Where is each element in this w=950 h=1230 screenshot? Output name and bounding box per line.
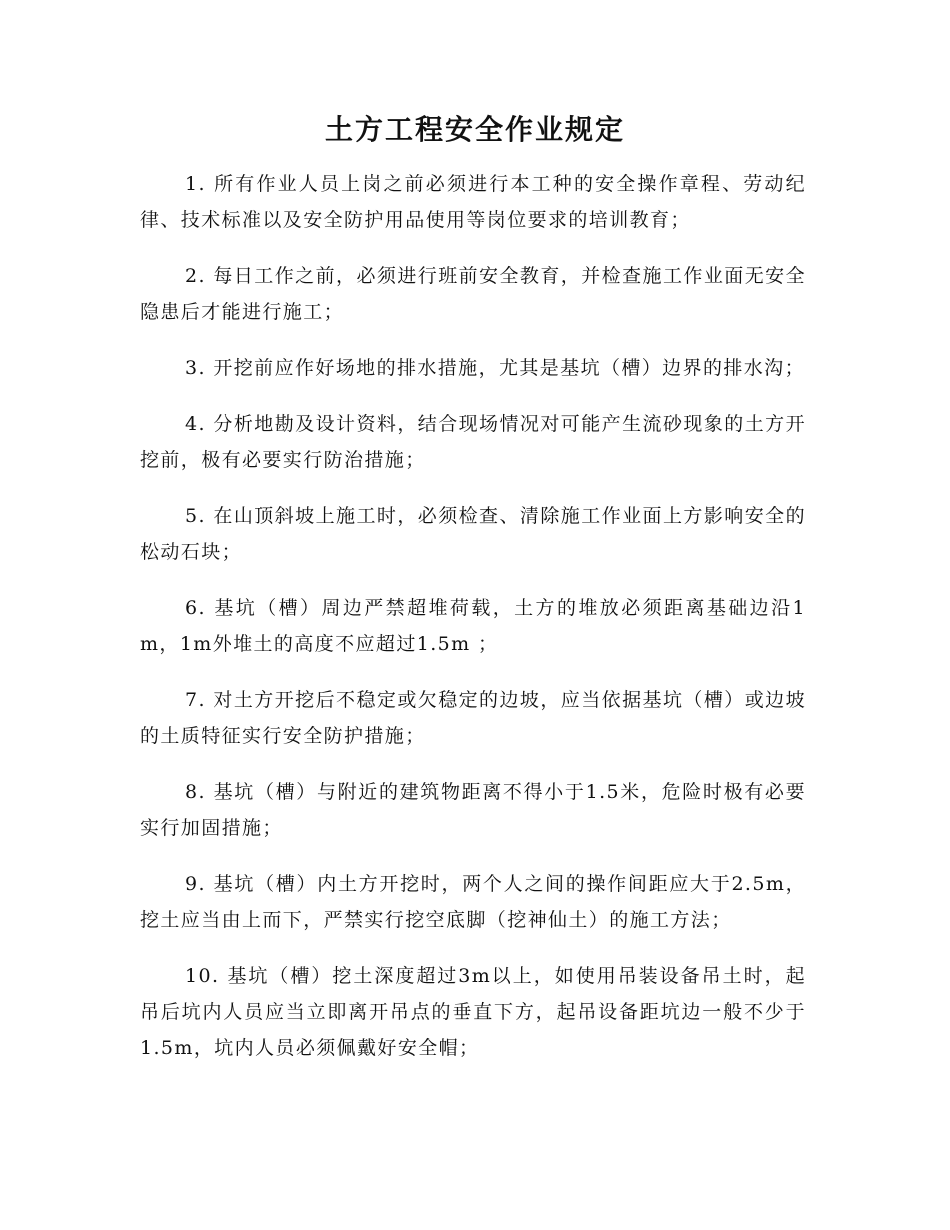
document-title: 土方工程安全作业规定 (324, 113, 625, 146)
paragraph-9: 9. 基坑（槽）内土方开挖时，两个人之间的操作间距应大于2.5m，挖土应当由上而下，严禁实行挖空底脚（挖神仙土）的施工方法； (140, 873, 806, 931)
paragraph-4: 4. 分析地勘及设计资料，结合现场情况对可能产生流砂现象的土方开挖前，极有必要实行防治措施； (140, 413, 806, 471)
document-body (140, 166, 806, 1086)
paragraph-1: 1. 所有作业人员上岗之前必须进行本工种的安全操作章程、劳动纪律、技术标准以及安全防护用品使用等岗位要求的培训教育； (140, 173, 806, 231)
paragraph-10: 10. 基坑（槽）挖土深度超过3m以上，如使用吊装设备吊土时，起吊后坑内人员应当立即离开吊点的垂直下方，起吊设备距坑边一般不少于1.5m，坑内人员必须佩戴好安全帽； (140, 965, 806, 1059)
paragraph-5: 5. 在山顶斜坡上施工时，必须检查、清除施工作业面上方影响安全的松动石块； (140, 505, 806, 563)
paragraph-8: 8. 基坑（槽）与附近的建筑物距离不得小于1.5米，危险时极有必要实行加固措施； (140, 781, 806, 839)
paragraph-6: 6. 基坑（槽）周边严禁超堆荷载，土方的堆放必须距离基础边沿1m，1m外堆土的高度不应超过1.5m ； (140, 597, 806, 655)
paragraph-2: 2. 每日工作之前，必须进行班前安全教育，并检查施工作业面无安全隐患后才能进行施工； (140, 265, 806, 323)
paragraph-3: 3. 开挖前应作好场地的排水措施，尤其是基坑（槽）边界的排水沟； (185, 357, 805, 379)
paragraph-7: 7. 对土方开挖后不稳定或欠稳定的边坡，应当依据基坑（槽）或边坡的土质特征实行安全防护措施； (140, 689, 806, 747)
